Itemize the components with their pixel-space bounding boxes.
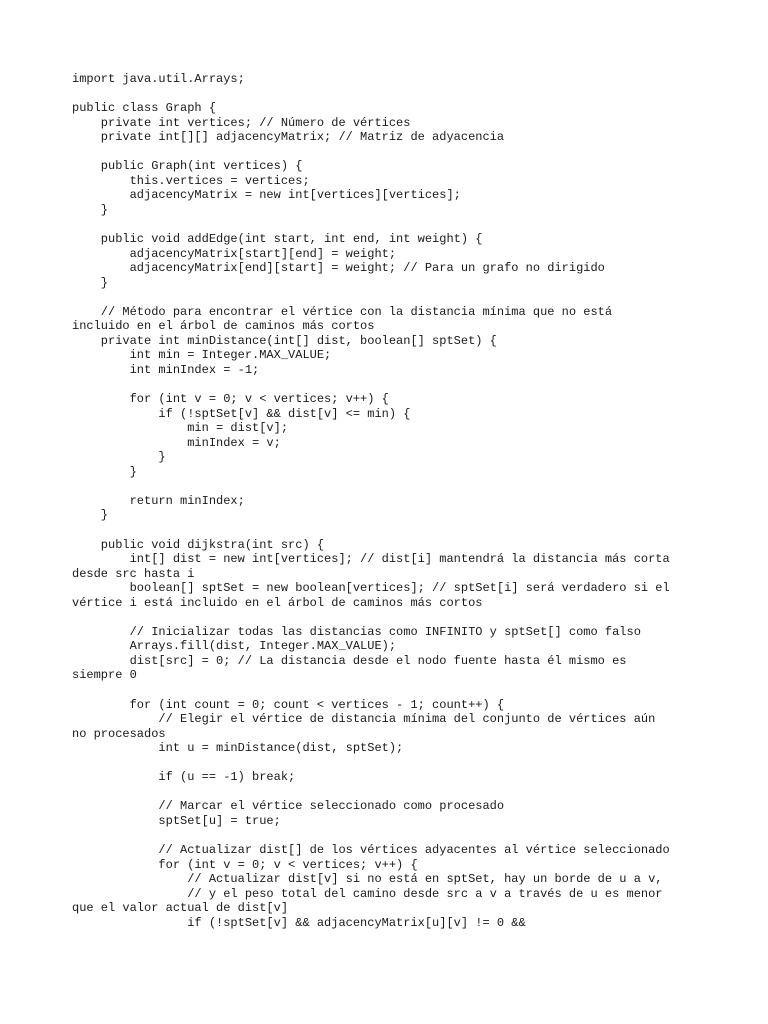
- code-line: }: [72, 464, 137, 479]
- code-line: for (int v = 0; v < vertices; v++) {: [72, 392, 389, 407]
- code-line: for (int count = 0; count < vertices - 1; count++) {: [72, 697, 505, 712]
- code-line: // Elegir el vértice de distancia mínima del conjunto de vértices aún: [72, 712, 656, 727]
- code-line: private int minDistance(int[] dist, boolean[] sptSet) {: [72, 333, 497, 348]
- code-line: private int vertices; // Número de vértices: [72, 115, 411, 130]
- code-line: if (!sptSet[v] && dist[v] <= min) {: [72, 406, 411, 421]
- code-line: boolean[] sptSet = new boolean[vertices]; // sptSet[i] será verdadero si el: [72, 581, 670, 596]
- code-line: Arrays.fill(dist, Integer.MAX_VALUE);: [72, 639, 397, 654]
- code-line: // Marcar el vértice seleccionado como procesado: [72, 799, 505, 814]
- code-line: vértice i está incluido en el árbol de caminos más cortos: [72, 595, 483, 610]
- code-block: [72, 72, 670, 930]
- code-line: }: [72, 202, 109, 217]
- code-line: minIndex = v;: [72, 435, 281, 450]
- code-line: desde src hasta i: [72, 566, 195, 581]
- code-line: adjacencyMatrix[end][start] = weight; // Para un grafo no dirigido: [72, 261, 605, 276]
- code-line: // Inicializar todas las distancias como INFINITO y sptSet[] como falso: [72, 624, 641, 639]
- code-line: no procesados: [72, 726, 166, 741]
- code-line: incluido en el árbol de caminos más cortos: [72, 319, 375, 334]
- code-line: public void addEdge(int start, int end, int weight) {: [72, 232, 483, 247]
- code-line: // y el peso total del camino desde src a v a través de u es menor: [72, 886, 663, 901]
- code-line: int minIndex = -1;: [72, 362, 260, 377]
- code-line: if (!sptSet[v] && adjacencyMatrix[u][v] != 0 &&: [72, 915, 526, 930]
- code-line: int u = minDistance(dist, sptSet);: [72, 741, 404, 756]
- code-line: int[] dist = new int[vertices]; // dist[i] mantendrá la distancia más corta: [72, 552, 670, 567]
- code-line: siempre 0: [72, 668, 137, 683]
- code-line: min = dist[v];: [72, 421, 289, 436]
- code-line: private int[][] adjacencyMatrix; // Matriz de adyacencia: [72, 130, 505, 145]
- code-line: dist[src] = 0; // La distancia desde el nodo fuente hasta él mismo es: [72, 653, 627, 668]
- code-line: // Actualizar dist[v] si no está en sptSet, hay un borde de u a v,: [72, 872, 663, 887]
- code-line: que el valor actual de dist[v]: [72, 901, 289, 916]
- code-line: import java.util.Arrays;: [72, 72, 245, 86]
- code-line: public Graph(int vertices) {: [72, 159, 303, 174]
- code-line: return minIndex;: [72, 493, 245, 508]
- code-line: }: [72, 450, 166, 465]
- code-line: }: [72, 275, 109, 290]
- code-line: this.vertices = vertices;: [72, 173, 310, 188]
- code-line: if (u == -1) break;: [72, 770, 296, 785]
- code-line: for (int v = 0; v < vertices; v++) {: [72, 857, 418, 872]
- code-line: // Actualizar dist[] de los vértices adyacentes al vértice seleccionado: [72, 842, 670, 857]
- code-line: // Método para encontrar el vértice con la distancia mínima que no está: [72, 304, 613, 319]
- code-line: public void dijkstra(int src) {: [72, 537, 325, 552]
- code-line: }: [72, 508, 109, 523]
- code-line: public class Graph {: [72, 101, 217, 116]
- code-line: sptSet[u] = true;: [72, 813, 281, 828]
- code-line: adjacencyMatrix = new int[vertices][vertices];: [72, 188, 461, 203]
- code-line: adjacencyMatrix[start][end] = weight;: [72, 246, 397, 261]
- code-line: int min = Integer.MAX_VALUE;: [72, 348, 332, 363]
